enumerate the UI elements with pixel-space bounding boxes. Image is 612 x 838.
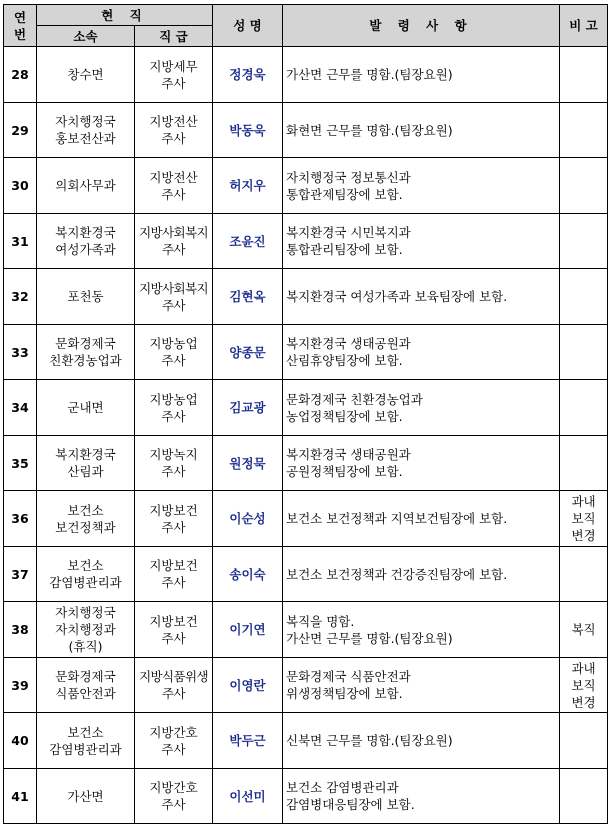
cell-line: 식품안전과 — [55, 686, 116, 701]
person-name: 이순성 — [213, 491, 283, 547]
person-name: 조윤진 — [213, 214, 283, 269]
remarks-cell — [560, 547, 608, 602]
cell-line: 복지환경국 — [55, 447, 116, 462]
rank-cell — [135, 269, 213, 325]
department-cell — [37, 602, 135, 658]
remarks-cell — [560, 658, 608, 713]
table-row — [4, 103, 608, 158]
cell-line: 화현면 근무를 명함.(팀장요원) — [286, 122, 453, 138]
cell-line: 복지환경국 여성가족과 보육팀장에 보함. — [286, 289, 508, 304]
serial-header-bottom: 번 — [13, 26, 27, 42]
person-name: 원정묵 — [213, 436, 283, 491]
appointment-cell — [283, 269, 560, 325]
appointment-cell — [283, 325, 560, 380]
serial-number: 35 — [4, 436, 37, 491]
remarks-cell — [560, 325, 608, 380]
remarks-cell — [560, 769, 608, 824]
cell-line: 복직을 명함. — [286, 613, 355, 629]
cell-line: 가산면 — [67, 788, 104, 804]
appointment-cell — [283, 713, 560, 769]
cell-line: 의회사무과 — [55, 178, 116, 193]
person-name: 정경욱 — [213, 47, 283, 103]
person-name: 양종문 — [213, 325, 283, 380]
table-header — [4, 5, 608, 47]
cell-line: 보직 — [571, 677, 596, 693]
table-row — [4, 547, 608, 602]
rank-cell — [135, 380, 213, 436]
serial-number: 38 — [4, 602, 37, 658]
rank-cell — [135, 103, 213, 158]
appointment-cell — [283, 103, 560, 158]
appointment-cell — [283, 491, 560, 547]
person-name: 이선미 — [213, 769, 283, 824]
remarks-cell — [560, 103, 608, 158]
table-row — [4, 658, 608, 713]
person-name: 허지우 — [213, 158, 283, 214]
department-cell — [37, 547, 135, 602]
appointment-cell — [283, 547, 560, 602]
cell-line: 주사 — [161, 186, 186, 202]
appointment-header: 발 령 사 항 — [283, 5, 560, 47]
table-row — [4, 380, 608, 436]
appointment-table — [3, 4, 608, 824]
cell-line: 주사 — [161, 464, 186, 479]
person-name: 김교광 — [213, 380, 283, 436]
rank-cell — [135, 491, 213, 547]
department-cell — [37, 491, 135, 547]
cell-line: 공원정책팀장에 보함. — [286, 464, 403, 479]
appointment-cell — [283, 214, 560, 269]
cell-line: 주사 — [161, 131, 186, 146]
cell-line: 주사 — [161, 630, 186, 646]
department-cell — [37, 380, 135, 436]
cell-line: 변경 — [571, 694, 596, 710]
appointment-cell — [283, 47, 560, 103]
cell-line: 지방식품위생 — [139, 669, 208, 684]
cell-line: 지방세무 — [149, 58, 198, 74]
cell-line: 감염병관리과 — [49, 741, 122, 757]
rank-cell — [135, 325, 213, 380]
cell-line: 주사 — [161, 797, 186, 812]
cell-line: 지방전산 — [149, 114, 198, 129]
cell-line: 보건소 보건정책과 지역보건팀장에 보함. — [286, 511, 508, 526]
person-name: 김현옥 — [213, 269, 283, 325]
cell-line: 복직 — [571, 622, 596, 637]
person-name: 이기연 — [213, 602, 283, 658]
cell-line: 변경 — [571, 528, 596, 543]
department-cell — [37, 713, 135, 769]
serial-number: 39 — [4, 658, 37, 713]
cell-line: 주사 — [161, 741, 186, 757]
cell-line: 복지환경국 생태공원과 — [286, 447, 411, 462]
cell-line: 자치행정국 — [55, 114, 116, 129]
cell-line: 군내면 — [67, 400, 104, 415]
name-header: 성 명 — [213, 5, 283, 47]
cell-line: 문화경제국 친환경농업과 — [286, 391, 423, 407]
cell-line: 주사 — [161, 75, 186, 91]
serial-header — [4, 5, 37, 47]
appointment-cell — [283, 658, 560, 713]
cell-line: 지방보건 — [149, 502, 198, 518]
cell-line: 감염병대응팀장에 보함. — [286, 797, 415, 812]
cell-line: 보건소 보건정책과 건강증진팀장에 보함. — [286, 566, 508, 582]
remarks-cell — [560, 602, 608, 658]
appointment-cell — [283, 436, 560, 491]
serial-header-top: 연 — [13, 9, 27, 25]
department-cell — [37, 47, 135, 103]
person-name: 박동욱 — [213, 103, 283, 158]
cell-line: 지방사회복지 — [139, 225, 208, 240]
cell-line: 보직 — [571, 511, 596, 526]
department-header: 소속 — [37, 26, 135, 47]
serial-number: 30 — [4, 158, 37, 214]
cell-line: 보건소 — [67, 502, 104, 518]
cell-line: 보건소 — [67, 558, 104, 573]
cell-line: 지방보건 — [149, 613, 198, 629]
cell-line: 주사 — [161, 408, 186, 424]
rank-cell — [135, 436, 213, 491]
cell-line: 자치행정국 — [55, 605, 116, 620]
cell-line: 문화경제국 — [55, 336, 116, 351]
cell-line: 자치행정과 — [55, 622, 116, 637]
department-cell — [37, 103, 135, 158]
cell-line: 지방보건 — [149, 558, 198, 573]
cell-line: 통합관제팀장에 보함. — [286, 186, 403, 202]
table-row — [4, 269, 608, 325]
rank-cell — [135, 658, 213, 713]
remarks-cell — [560, 158, 608, 214]
cell-line: 주사 — [162, 242, 185, 257]
serial-number: 40 — [4, 713, 37, 769]
cell-line: 지방전산 — [149, 169, 198, 185]
person-name: 박두근 — [213, 713, 283, 769]
rank-cell — [135, 713, 213, 769]
remarks-header: 비 고 — [560, 5, 608, 47]
remarks-cell — [560, 47, 608, 103]
person-name: 송이숙 — [213, 547, 283, 602]
cell-line: 문화경제국 — [55, 669, 116, 684]
table-row — [4, 713, 608, 769]
serial-number: 29 — [4, 103, 37, 158]
table-row — [4, 325, 608, 380]
cell-line: 주사 — [161, 575, 186, 590]
remarks-cell — [560, 713, 608, 769]
cell-line: 주사 — [161, 519, 186, 535]
appointment-cell — [283, 769, 560, 824]
department-cell — [37, 269, 135, 325]
department-cell — [37, 658, 135, 713]
department-cell — [37, 158, 135, 214]
cell-line: (휴직) — [68, 639, 103, 654]
remarks-cell — [560, 269, 608, 325]
table-row — [4, 47, 608, 103]
cell-line: 감염병관리과 — [49, 575, 122, 590]
cell-line: 과내 — [571, 494, 596, 509]
cell-line: 주사 — [162, 297, 185, 313]
cell-line: 보건소 감염병관리과 — [286, 780, 399, 795]
rank-cell — [135, 214, 213, 269]
cell-line: 산림휴양팀장에 보함. — [286, 353, 403, 368]
cell-line: 주사 — [161, 353, 186, 368]
serial-number: 33 — [4, 325, 37, 380]
rank-cell — [135, 602, 213, 658]
cell-line: 주사 — [162, 686, 185, 701]
table-row — [4, 602, 608, 658]
serial-number: 36 — [4, 491, 37, 547]
cell-line: 위생정책팀장에 보함. — [286, 686, 403, 701]
remarks-cell — [560, 436, 608, 491]
cell-line: 지방녹지 — [149, 447, 198, 462]
cell-line: 친환경농업과 — [49, 353, 122, 368]
department-cell — [37, 436, 135, 491]
table-row — [4, 158, 608, 214]
serial-number: 32 — [4, 269, 37, 325]
table-body — [4, 47, 608, 824]
cell-line: 여성가족과 — [55, 242, 116, 257]
serial-number: 34 — [4, 380, 37, 436]
cell-line: 문화경제국 식품안전과 — [286, 669, 411, 684]
table-row — [4, 214, 608, 269]
remarks-cell — [560, 380, 608, 436]
cell-line: 지방농업 — [149, 336, 198, 351]
cell-line: 지방간호 — [149, 724, 198, 740]
rank-cell — [135, 769, 213, 824]
cell-line: 지방간호 — [149, 780, 198, 795]
cell-line: 창수면 — [67, 67, 104, 82]
cell-line: 복지환경국 — [55, 225, 116, 240]
cell-line: 지방사회복지 — [139, 280, 208, 296]
table-row — [4, 769, 608, 824]
person-name: 이영란 — [213, 658, 283, 713]
table-row — [4, 436, 608, 491]
cell-line: 가산면 근무를 명함.(팀장요원) — [286, 630, 453, 646]
cell-line: 과내 — [571, 660, 596, 676]
department-cell — [37, 769, 135, 824]
cell-line: 보건정책과 — [55, 519, 116, 535]
cell-line: 보건소 — [67, 724, 104, 740]
rank-cell — [135, 158, 213, 214]
remarks-cell — [560, 214, 608, 269]
cell-line: 농업정책팀장에 보함. — [286, 408, 403, 424]
table-row — [4, 491, 608, 547]
rank-header: 직 급 — [135, 26, 213, 47]
serial-number: 31 — [4, 214, 37, 269]
cell-line: 지방농업 — [149, 391, 198, 407]
serial-number: 37 — [4, 547, 37, 602]
department-cell — [37, 214, 135, 269]
appointment-cell — [283, 602, 560, 658]
remarks-cell — [560, 491, 608, 547]
appointment-cell — [283, 380, 560, 436]
cell-line: 가산면 근무를 명함.(팀장요원) — [286, 67, 453, 82]
cell-line: 통합관리팀장에 보함. — [286, 242, 403, 257]
appointment-cell — [283, 158, 560, 214]
cell-line: 복지환경국 시민복지과 — [286, 225, 411, 240]
cell-line: 복지환경국 생태공원과 — [286, 336, 411, 351]
department-cell — [37, 325, 135, 380]
cell-line: 산림과 — [67, 464, 104, 479]
current-post-header: 현 직 — [37, 5, 213, 26]
cell-line: 신북면 근무를 명함.(팀장요원) — [286, 733, 453, 748]
serial-number: 41 — [4, 769, 37, 824]
cell-line: 자치행정국 정보통신과 — [286, 169, 411, 185]
cell-line: 홍보전산과 — [55, 131, 116, 146]
cell-line: 포천동 — [67, 289, 104, 304]
serial-number: 28 — [4, 47, 37, 103]
rank-cell — [135, 547, 213, 602]
rank-cell — [135, 47, 213, 103]
